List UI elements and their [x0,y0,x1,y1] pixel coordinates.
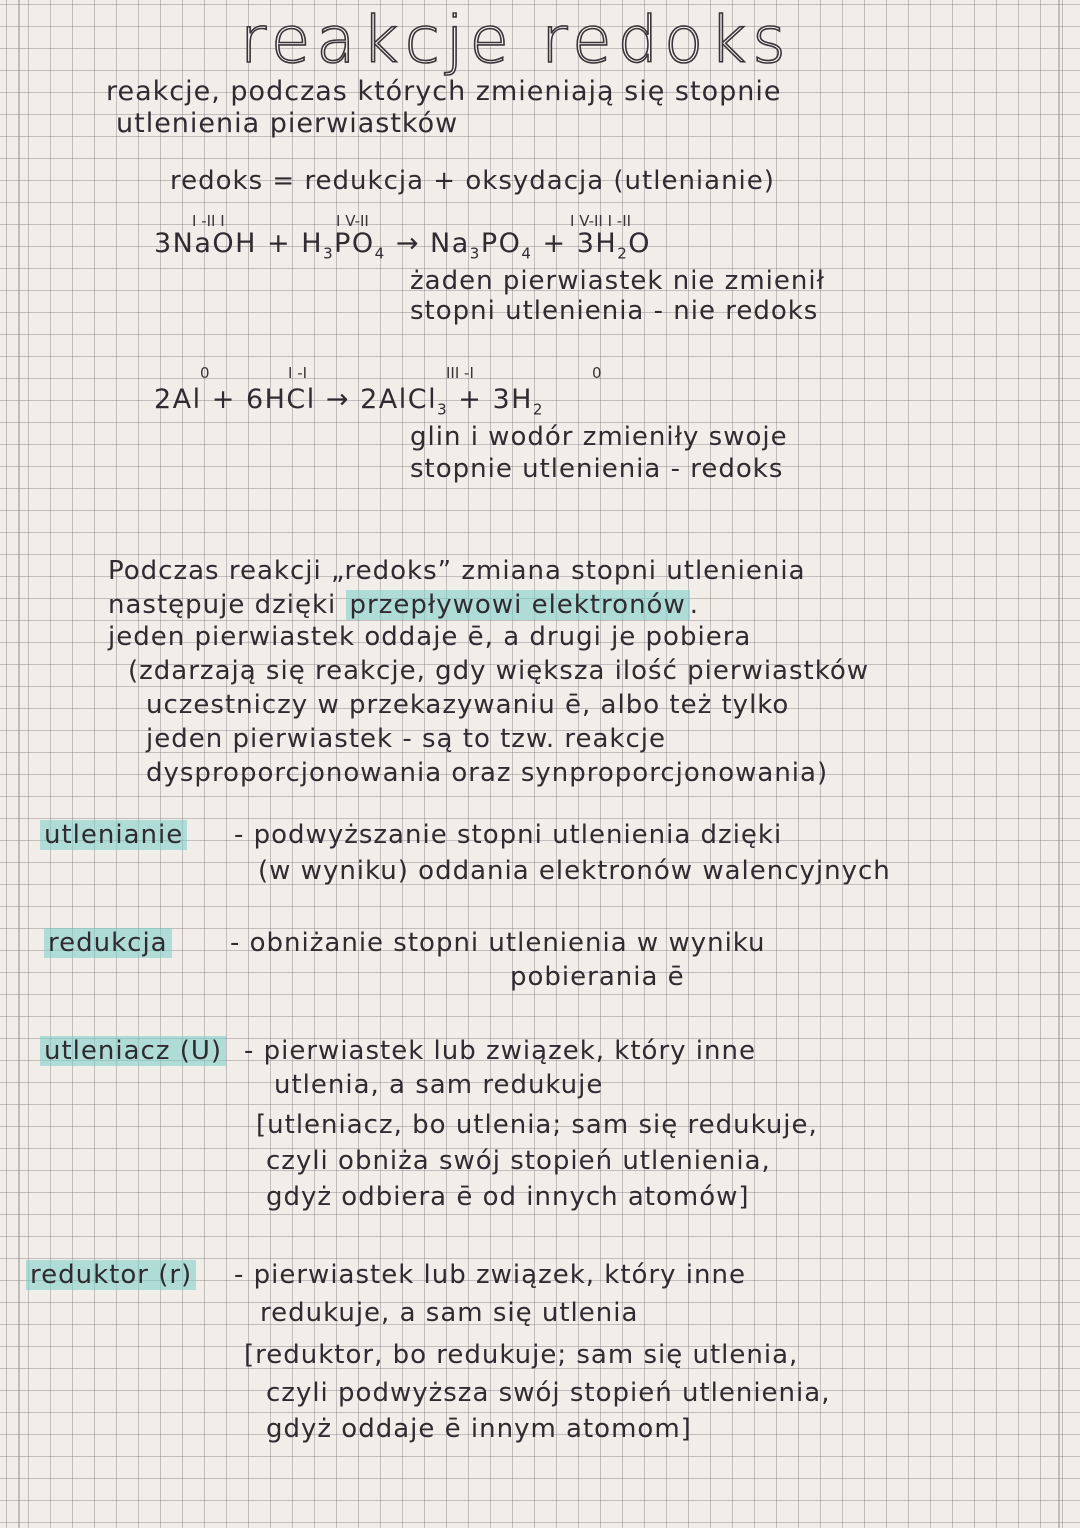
right-margin-line [1058,0,1060,1528]
example2-oxidation-al: 0 [200,364,210,382]
example1-oxidation-states-mid: I V-II [336,212,369,230]
paragraph-line-6: jeden pierwiastek - są to tzw. reakcje [146,724,666,754]
paragraph-line-1: Podczas reakcji „redoks” zmiana stopni utlenienia [108,556,806,586]
utleniacz-def-5: gdyż odbiera ē od innych atomów] [266,1182,750,1212]
example2-oxidation-h2: 0 [592,364,602,382]
example2-reactants: 2Al + 6HCl [154,384,316,415]
example2-equation: 2Al + 6HCl → 2AlCl$_3$ + $3H_2$ [154,384,544,419]
example1-product-water: + 3H [542,228,618,259]
page-title: reakcje redoks [240,4,792,78]
paragraph-line-2-end: . [689,590,699,620]
redoks-formula: redoks = redukcja + oksydacja (utlenianie) [170,166,775,196]
example1-product-salt: PO [480,228,522,259]
reduktor-def-5: gdyż oddaje ē innym atomom] [266,1414,692,1444]
paragraph-line-2-start: następuje dzięki [108,590,346,620]
example2-note-2: stopnie utlenienia - redoks [410,454,784,484]
example1-note-2: stopni utlenienia - nie redoks [410,296,819,326]
term-redukcja-label: redukcja [44,928,172,958]
example1-note-1: żaden pierwiastek nie zmienił [410,266,825,296]
utleniacz-def-4: czyli obniża swój stopień utlenienia, [266,1146,771,1176]
paragraph-line-3: jeden pierwiastek oddaje ē, a drugi je pobiera [108,622,752,652]
example2-note-1: glin i wodór zmieniły swoje [410,422,788,452]
utleniacz-def-3: [utleniacz, bo utlenia; sam się redukuje, [256,1110,818,1140]
utleniacz-def-1: - pierwiastek lub związek, który inne [244,1036,756,1066]
reduktor-def-1: - pierwiastek lub związek, który inne [234,1260,746,1290]
example1-oxidation-states-left: I -II I [192,212,225,230]
term-utleniacz [40,1036,226,1066]
example1-water-oxygen: O [628,228,651,259]
term-utlenianie [40,820,187,850]
example2-products: → 2AlCl [325,384,438,415]
utlenianie-def-1: - podwyższanie stopni utlenienia dzięki [234,820,783,850]
utlenianie-def-2: (w wyniku) oddania elektronów walencyjnych [258,856,891,886]
reduktor-def-3: [reduktor, bo redukuje; sam się utlenia, [244,1340,799,1370]
term-reduktor [26,1260,196,1290]
definition-line-2: utlenienia pierwiastków [116,108,459,139]
highlight-electron-flow: przepływowi elektronów [346,590,690,620]
reduktor-def-2: redukuje, a sam się utlenia [260,1298,639,1328]
paragraph-line-2 [108,590,699,620]
example2-oxidation-alcl3: III -I [446,364,474,382]
example1-equation: 3NaOH + $H_3PO_4 \to Na_3PO_4 + 3H_2O$ [154,228,651,263]
reduktor-def-4: czyli podwyższa swój stopień utlenienia, [266,1378,831,1408]
term-redukcja [44,928,172,958]
paragraph-line-7: dysproporcjonowania oraz synproporcjonowania) [146,758,829,788]
left-margin-line [18,0,20,1528]
example2-oxidation-hcl: I -I [288,364,308,382]
utleniacz-def-2: utlenia, a sam redukuje [274,1070,604,1100]
paragraph-line-4: (zdarzają się reakcje, gdy większa ilość pierwiastków [128,656,870,686]
paragraph-line-5: uczestniczy w przekazywaniu ē, albo też tylko [146,690,790,720]
definition-line-1: reakcje, podczas których zmieniają się stopnie [106,76,782,107]
example1-products: → Na [395,228,470,259]
term-reduktor-label: reduktor (r) [26,1260,196,1290]
term-utleniacz-label: utleniacz (U) [40,1036,226,1066]
example2-product-hydrogen: + 3H [458,384,533,415]
redukcja-def-1: - obniżanie stopni utlenienia w wyniku [230,928,766,958]
example1-oxidation-states-right: I V-II I -II [570,212,632,230]
example1-reactant-acid: PO [334,228,375,259]
example1-reactants: 3NaOH + H [154,228,324,259]
term-utlenianie-label: utlenianie [40,820,187,850]
redukcja-def-2: pobierania ē [510,962,685,992]
